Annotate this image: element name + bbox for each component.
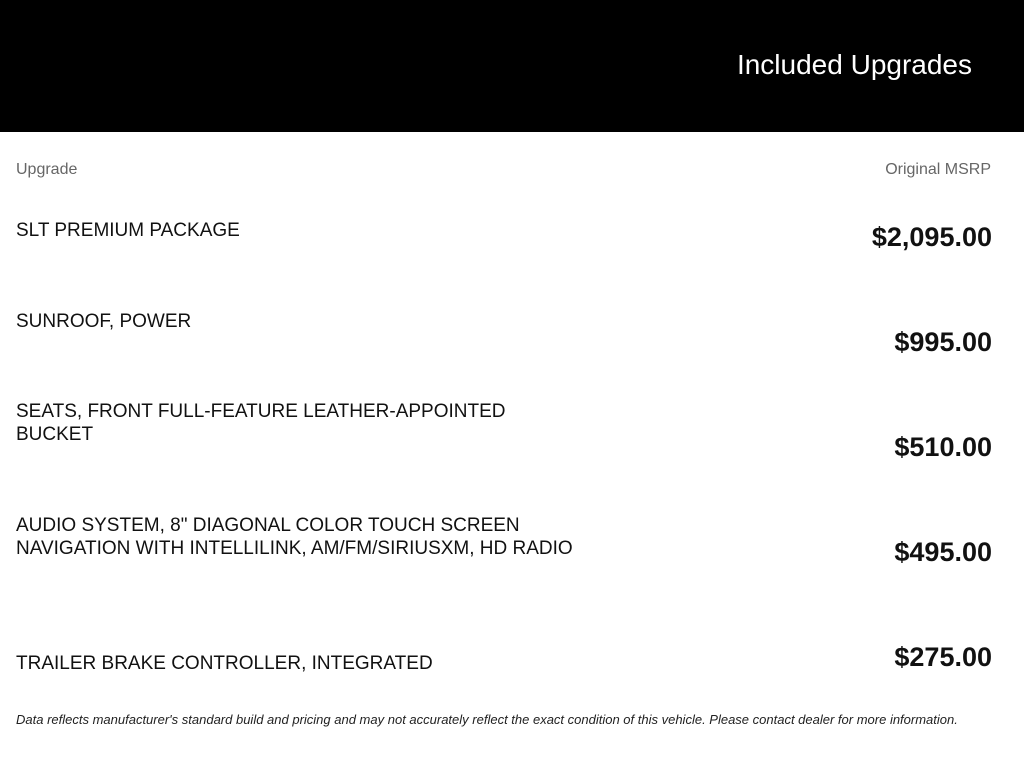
upgrade-price: $2,095.00 (871, 222, 992, 252)
upgrade-name: SEATS, FRONT FULL-FEATURE LEATHER-APPOINTED BUCKET (16, 401, 506, 445)
column-header-upgrade: Upgrade (16, 161, 78, 178)
column-header-msrp: Original MSRP (885, 161, 991, 178)
upgrade-price: $995.00 (894, 327, 992, 357)
disclaimer-text: Data reflects manufacturer's standard build and pricing and may not accurately reflect the exact condition of this vehicle. Please contact dealer for more information. (16, 712, 958, 727)
upgrade-price: $275.00 (894, 642, 992, 672)
upgrade-name: SLT PREMIUM PACKAGE (16, 220, 240, 241)
upgrade-price: $510.00 (894, 432, 992, 462)
upgrade-name: TRAILER BRAKE CONTROLLER, INTEGRATED (16, 653, 433, 674)
upgrade-price: $495.00 (894, 537, 992, 567)
page-title: Included Upgrades (736, 49, 972, 80)
header-banner (0, 0, 1024, 132)
upgrade-name: SUNROOF, POWER (16, 311, 192, 332)
upgrade-name: AUDIO SYSTEM, 8" DIAGONAL COLOR TOUCH SCREEN NAVIGATION WITH INTELLILINK, AM/FM/SIRIUSXM, HD RADIO (16, 515, 573, 559)
